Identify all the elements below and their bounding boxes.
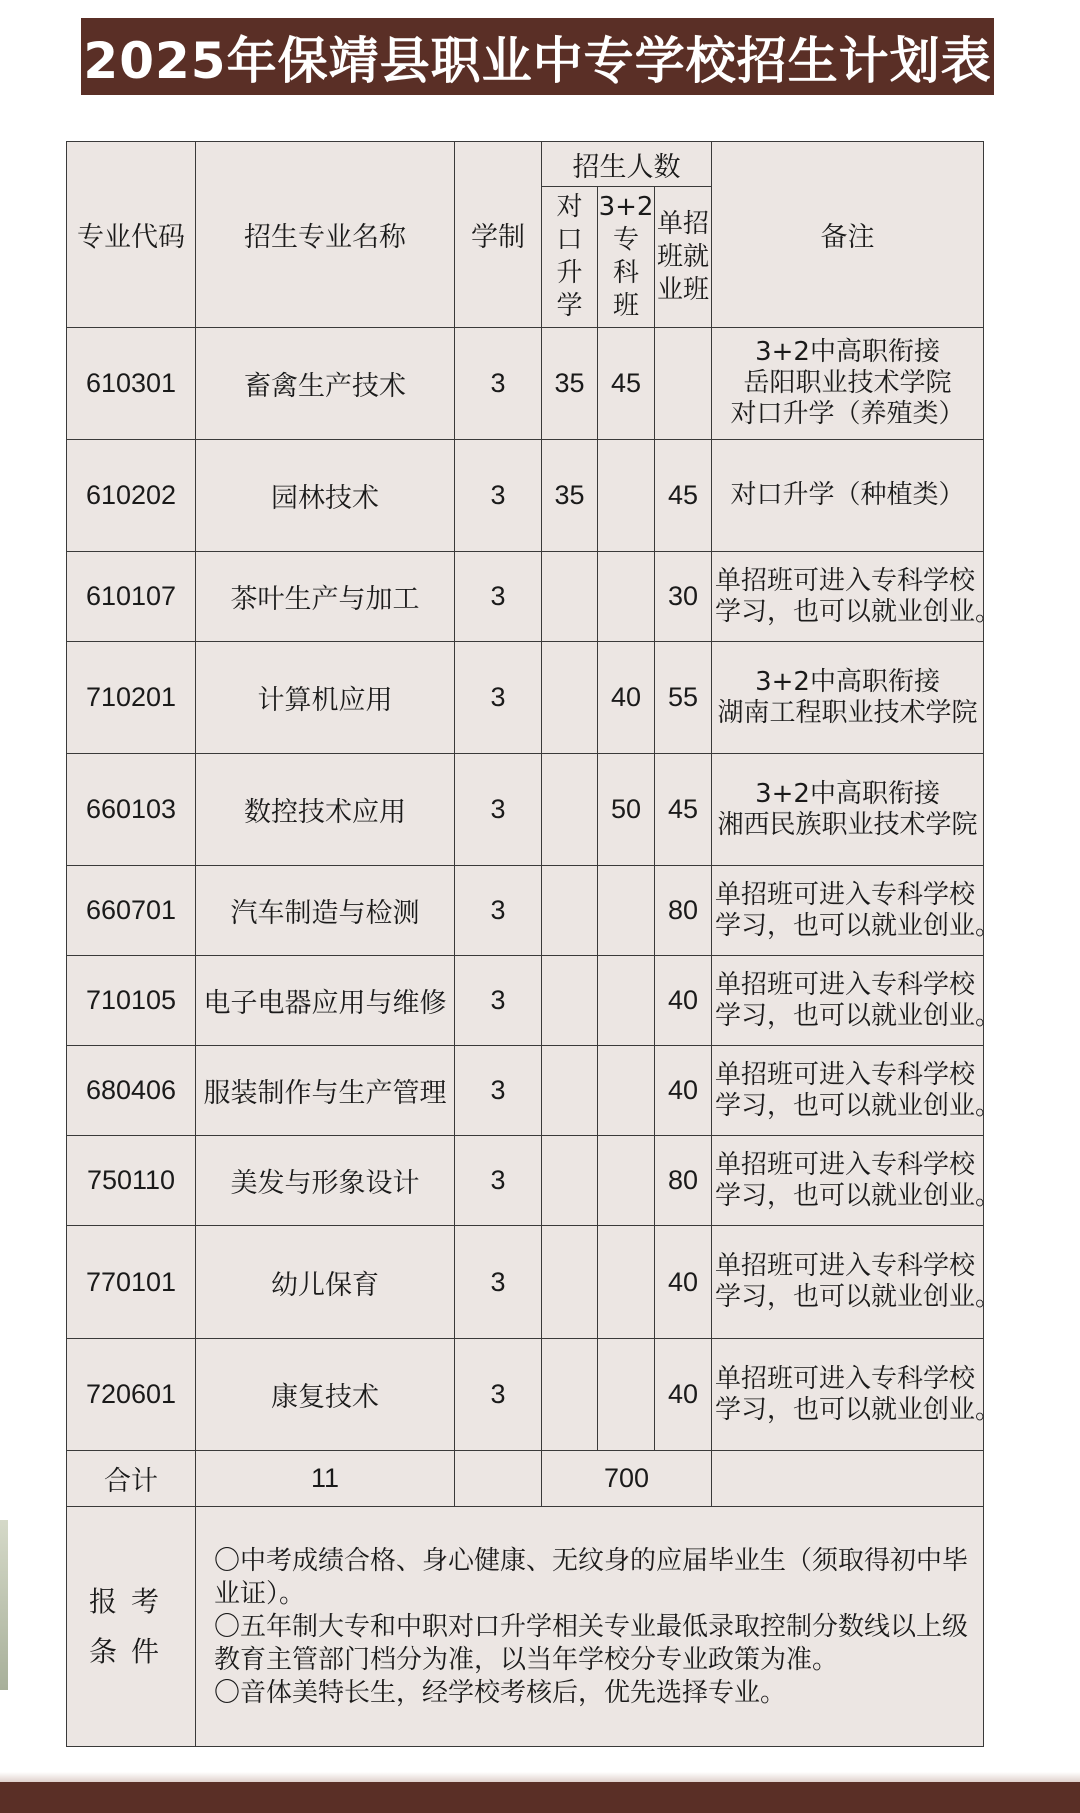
row-name: 幼儿保育 [196, 1226, 455, 1339]
row-c: 80 [655, 866, 712, 956]
table-row [67, 754, 984, 866]
row-name: 服装制作与生产管理 [196, 1046, 455, 1136]
row-years: 3 [455, 866, 542, 956]
row-c: 55 [655, 642, 712, 754]
row-c: 80 [655, 1136, 712, 1226]
row-b [598, 552, 655, 642]
row-years: 3 [455, 1046, 542, 1136]
row-a [542, 552, 598, 642]
row-remark: 3+2中高职衔接 湘西民族职业技术学院 [712, 754, 984, 866]
table-row [67, 328, 984, 440]
row-remark: 单招班可进入专科学校 学习，也可以就业创业。 [712, 866, 984, 956]
enrollment-plan-table [66, 141, 1002, 1747]
row-b: 40 [598, 642, 655, 754]
row-c: 40 [655, 1046, 712, 1136]
conditions-row [67, 1507, 984, 1747]
row-c: 40 [655, 1226, 712, 1339]
row-a: 35 [542, 440, 598, 552]
row-years: 3 [455, 1339, 542, 1451]
row-a [542, 1046, 598, 1136]
row-years: 3 [455, 956, 542, 1046]
condition-item: 〇中考成绩合格、身心健康、无纹身的应届毕业生（须取得初中毕业证）。 [214, 1546, 969, 1609]
row-name: 茶叶生产与加工 [196, 552, 455, 642]
row-remark: 单招班可进入专科学校 学习，也可以就业创业。 [712, 1339, 984, 1451]
table-row [67, 440, 984, 552]
table-row [67, 642, 984, 754]
condition-item: 〇五年制大专和中职对口升学相关专业最低录取控制分数线以上级教育主管部门档分为准，以当年学校分专业政策为准。 [214, 1612, 969, 1675]
row-a: 35 [542, 328, 598, 440]
page-title: 2025年保靖县职业中专学校招生计划表 [81, 18, 994, 95]
table-row [67, 1046, 984, 1136]
row-a [542, 1226, 598, 1339]
row-years: 3 [455, 328, 542, 440]
row-code: 710105 [67, 956, 196, 1046]
row-b [598, 1339, 655, 1451]
row-a [542, 642, 598, 754]
row-b: 50 [598, 754, 655, 866]
row-c: 45 [655, 440, 712, 552]
total-label: 合计 [67, 1451, 196, 1507]
total-students: 700 [542, 1451, 712, 1507]
bottom-band [0, 1782, 1080, 1813]
total-majors: 11 [196, 1451, 455, 1507]
header-name: 招生专业名称 [196, 142, 455, 328]
row-b [598, 1226, 655, 1339]
row-name: 汽车制造与检测 [196, 866, 455, 956]
row-a [542, 1136, 598, 1226]
header-code: 专业代码 [67, 142, 196, 328]
row-c [655, 328, 712, 440]
row-a [542, 754, 598, 866]
row-code: 610301 [67, 328, 196, 440]
row-b [598, 440, 655, 552]
row-remark: 对口升学（种植类） [712, 440, 984, 552]
row-code: 610202 [67, 440, 196, 552]
row-remark: 3+2中高职衔接 湖南工程职业技术学院 [712, 642, 984, 754]
table-row [67, 1339, 984, 1451]
row-code: 610107 [67, 552, 196, 642]
row-code: 660103 [67, 754, 196, 866]
row-c: 40 [655, 956, 712, 1046]
row-name: 数控技术应用 [196, 754, 455, 866]
condition-item: 〇音体美特长生，经学校考核后，优先选择专业。 [214, 1678, 787, 1708]
row-remark: 单招班可进入专科学校 学习，也可以就业创业。 [712, 1046, 984, 1136]
row-b [598, 1136, 655, 1226]
row-remark: 单招班可进入专科学校 学习，也可以就业创业。 [712, 552, 984, 642]
table-row [67, 552, 984, 642]
table-row [67, 866, 984, 956]
total-years-empty [455, 1451, 542, 1507]
row-c: 45 [655, 754, 712, 866]
row-a [542, 1339, 598, 1451]
row-c: 30 [655, 552, 712, 642]
header-enroll-group: 招生人数 [542, 142, 712, 187]
header-col-b [598, 187, 655, 328]
row-name: 园林技术 [196, 440, 455, 552]
enrollment-table-wrapper [66, 141, 1002, 1747]
row-years: 3 [455, 754, 542, 866]
row-remark: 单招班可进入专科学校 学习，也可以就业创业。 [712, 1136, 984, 1226]
row-b: 45 [598, 328, 655, 440]
total-row [67, 1451, 984, 1507]
row-b [598, 956, 655, 1046]
row-code: 680406 [67, 1046, 196, 1136]
row-years: 3 [455, 1136, 542, 1226]
row-code: 660701 [67, 866, 196, 956]
row-years: 3 [455, 642, 542, 754]
row-b [598, 866, 655, 956]
row-a [542, 956, 598, 1046]
row-years: 3 [455, 1226, 542, 1339]
table-row [67, 956, 984, 1046]
row-name: 计算机应用 [196, 642, 455, 754]
decorative-edge [0, 1520, 8, 1690]
row-name: 电子电器应用与维修 [196, 956, 455, 1046]
table-row [67, 1136, 984, 1226]
row-name: 畜禽生产技术 [196, 328, 455, 440]
header-col-c: 单招班就业班 [655, 187, 712, 328]
row-remark: 单招班可进入专科学校 学习，也可以就业创业。 [712, 1226, 984, 1339]
row-b [598, 1046, 655, 1136]
row-code: 750110 [67, 1136, 196, 1226]
row-years: 3 [455, 440, 542, 552]
conditions-text [196, 1507, 984, 1747]
row-code: 720601 [67, 1339, 196, 1451]
header-years: 学制 [455, 142, 542, 328]
header-col-a: 对口升学 [542, 187, 598, 328]
header-col-b-rest: 专科班 [612, 225, 639, 321]
header-remarks: 备注 [712, 142, 984, 328]
row-years: 3 [455, 552, 542, 642]
total-remark-empty [712, 1451, 984, 1507]
conditions-label: 报考 条件 [67, 1507, 196, 1747]
row-remark: 单招班可进入专科学校 学习，也可以就业创业。 [712, 956, 984, 1046]
header-col-b-top: 3+2 [598, 192, 654, 222]
row-name: 康复技术 [196, 1339, 455, 1451]
row-code: 710201 [67, 642, 196, 754]
row-remark: 3+2中高职衔接 岳阳职业技术学院 对口升学（养殖类） [712, 328, 984, 440]
row-name: 美发与形象设计 [196, 1136, 455, 1226]
row-code: 770101 [67, 1226, 196, 1339]
row-c: 40 [655, 1339, 712, 1451]
table-row [67, 1226, 984, 1339]
row-a [542, 866, 598, 956]
